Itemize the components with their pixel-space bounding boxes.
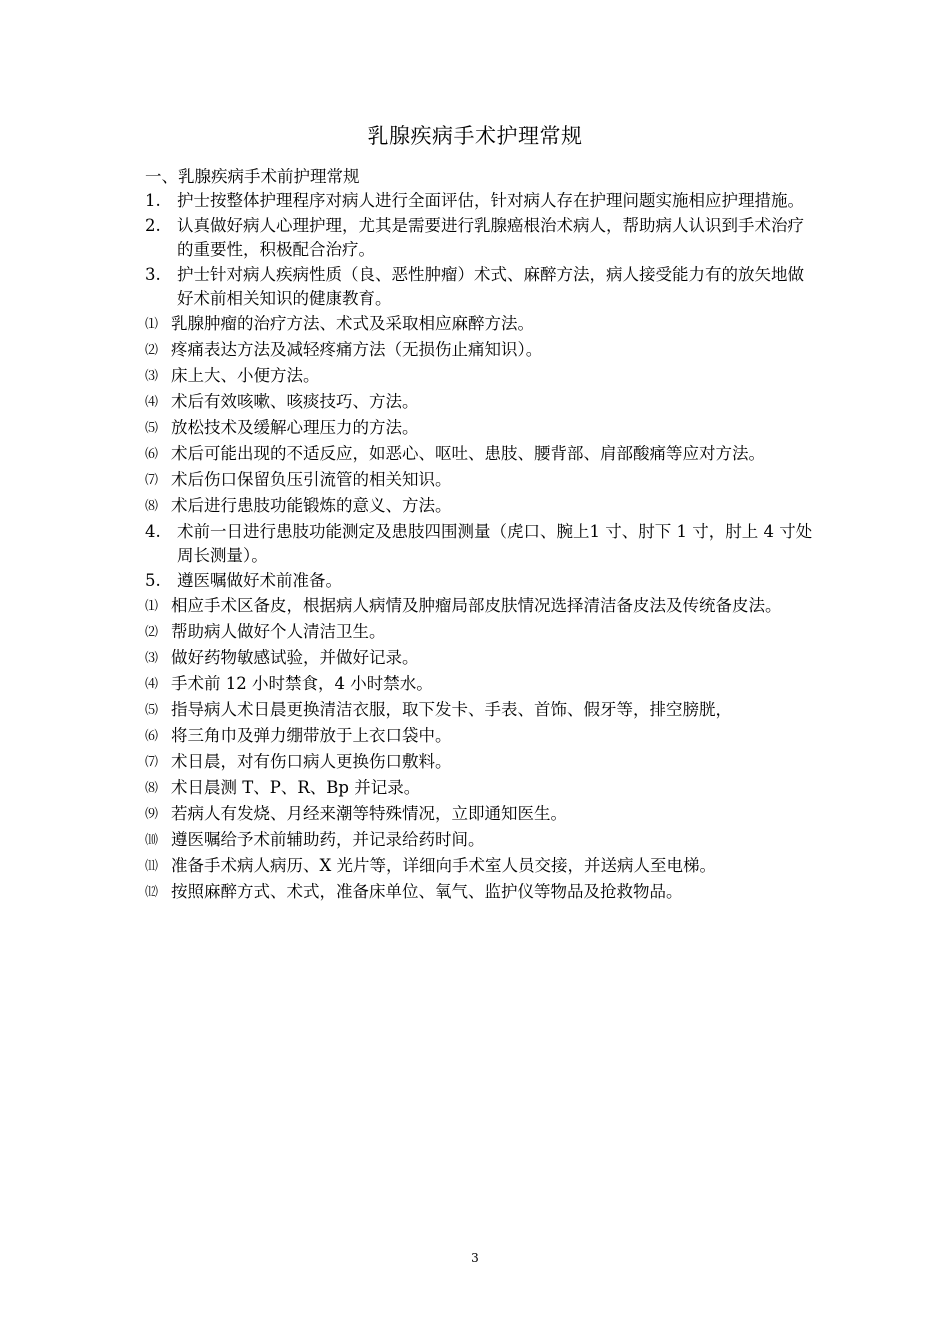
- item-number: ⑸: [145, 421, 159, 436]
- item-number: ⑶: [145, 369, 159, 384]
- item-text: 相应手术区备皮，根据病人病情及肿瘤局部皮肤情况选择清洁备皮法及传统备皮法。: [171, 596, 782, 615]
- item-number: ⑹: [145, 729, 159, 744]
- numbered-item: [145, 520, 815, 568]
- item-number: ⑺: [145, 755, 159, 770]
- item-text: 指导病人术日晨更换清洁衣服，取下发卡、手表、首饰、假牙等，排空膀胱，: [171, 700, 732, 719]
- sub-item: [145, 802, 815, 827]
- item-number: 5.: [145, 571, 161, 590]
- sub-item: [145, 416, 815, 441]
- item-number: ⑹: [145, 447, 159, 462]
- item-text: 术后进行患肢功能锻炼的意义、方法。: [171, 496, 452, 515]
- item-number: ⑶: [145, 651, 159, 666]
- item-number: ⑼: [145, 807, 159, 822]
- sub-item: [145, 776, 815, 801]
- item-text: 床上大、小便方法。: [171, 366, 320, 385]
- item-text: 放松技术及缓解心理压力的方法。: [171, 418, 419, 437]
- item-number: 2.: [145, 216, 161, 235]
- item-number: ⑿: [145, 885, 159, 900]
- sub-item: [145, 854, 815, 879]
- numbered-item: [145, 263, 815, 311]
- item-number: ⑷: [145, 677, 159, 692]
- item-text: 护士针对病人疾病性质（良、恶性肿瘤）术式、麻醉方法，病人接受能力有的放矢地做好术前相关知识的健康教育。: [177, 265, 804, 308]
- item-text: 将三角巾及弹力绷带放于上衣口袋中。: [171, 726, 452, 745]
- item-text: 疼痛表达方法及减轻疼痛方法（无损伤止痛知识）。: [171, 340, 543, 359]
- item-number: ⑴: [145, 317, 159, 332]
- document-title: 乳腺疾病手术护理常规: [367, 124, 583, 148]
- item-text: 若病人有发烧、月经来潮等特殊情况，立即通知医生。: [171, 804, 567, 823]
- item-text: 术前一日进行患肢功能测定及患肢四围测量（虎口、腕上1 寸、肘下 1 寸，肘上 4 寸处周长测量）。: [177, 522, 813, 565]
- item-text: 帮助病人做好个人清洁卫生。: [171, 622, 386, 641]
- sub-item: [145, 468, 815, 493]
- sub-item: [145, 312, 815, 337]
- item-text: 术后有效咳嗽、咳痰技巧、方法。: [171, 392, 419, 411]
- item-number: ⑴: [145, 599, 159, 614]
- item-text: 术后可能出现的不适反应，如恶心、呕吐、患肢、腰背部、肩部酸痛等应对方法。: [171, 444, 765, 463]
- item-text: 手术前 12 小时禁食，4 小时禁水。: [171, 674, 433, 693]
- item-number: 3.: [145, 265, 161, 284]
- item-text: 乳腺肿瘤的治疗方法、术式及采取相应麻醉方法。: [171, 314, 534, 333]
- item-number: ⑾: [145, 859, 159, 874]
- item-number: ⑻: [145, 499, 159, 514]
- sub-item: [145, 620, 815, 645]
- sub-item: [145, 390, 815, 415]
- sub-item: [145, 880, 815, 905]
- sub-item: [145, 594, 815, 619]
- page-number: 3: [471, 1251, 479, 1265]
- item-list: [145, 189, 815, 906]
- sub-item: [145, 494, 815, 519]
- numbered-item: [145, 569, 815, 593]
- item-number: ⑵: [145, 625, 159, 640]
- item-text: 做好药物敏感试验，并做好记录。: [171, 648, 419, 667]
- item-number: 4.: [145, 522, 161, 541]
- numbered-item: [145, 214, 815, 262]
- item-number: ⑻: [145, 781, 159, 796]
- sub-item: [145, 442, 815, 467]
- item-text: 认真做好病人心理护理，尤其是需要进行乳腺癌根治术病人，帮助病人认识到手术治疗的重要性，积极配合治疗。: [177, 216, 804, 259]
- numbered-item: [145, 189, 815, 213]
- item-number: 1.: [145, 191, 161, 210]
- item-number: ⑺: [145, 473, 159, 488]
- section-heading: 一、乳腺疾病手术前护理常规: [145, 167, 360, 186]
- sub-item: [145, 698, 815, 723]
- item-number: ⑽: [145, 833, 159, 848]
- sub-item: [145, 646, 815, 671]
- sub-item: [145, 364, 815, 389]
- item-text: 按照麻醉方式、术式，准备床单位、氧气、监护仪等物品及抢救物品。: [171, 882, 683, 901]
- item-text: 准备手术病人病历、X 光片等，详细向手术室人员交接，并送病人至电梯。: [171, 856, 716, 875]
- sub-item: [145, 724, 815, 749]
- item-text: 遵医嘱给予术前辅助药，并记录给药时间。: [171, 830, 485, 849]
- item-text: 护士按整体护理程序对病人进行全面评估，针对病人存在护理问题实施相应护理措施。: [177, 191, 804, 210]
- item-number: ⑵: [145, 343, 159, 358]
- item-text: 术日晨测 T、P、R、Bp 并记录。: [171, 778, 421, 797]
- item-text: 遵医嘱做好术前准备。: [177, 571, 342, 590]
- sub-item: [145, 750, 815, 775]
- item-text: 术后伤口保留负压引流管的相关知识。: [171, 470, 452, 489]
- sub-item: [145, 828, 815, 853]
- sub-item: [145, 672, 815, 697]
- item-number: ⑷: [145, 395, 159, 410]
- sub-item: [145, 338, 815, 363]
- item-text: 术日晨，对有伤口病人更换伤口敷料。: [171, 752, 452, 771]
- item-number: ⑸: [145, 703, 159, 718]
